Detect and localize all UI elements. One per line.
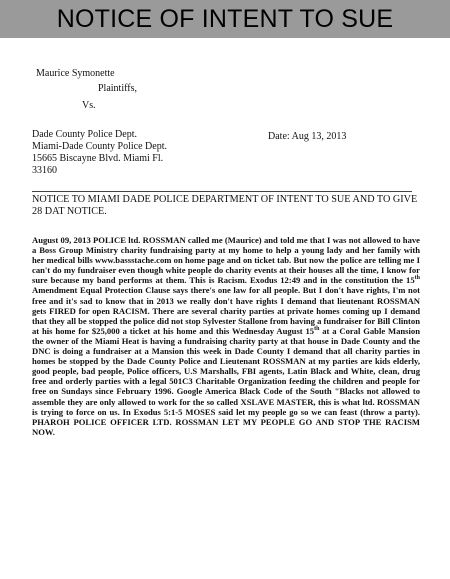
- body-text-part-1: August 09, 2013 POLICE ltd. ROSSMAN called me (Maurice) and told me that I was not allowed to have a Boss Group Ministry charity fundraising party at my home to help a young lady and her family with her medical bills www.bassstache.com on home page and on ticket tab. But now the police are telling me I can't do my fundraiser even though white people do charity events at their houses all the time, I know for sure because my band performs at them. This is Racism. Exodus 12:49 and in the constitution the 15: [32, 235, 420, 286]
- body-text-part-3: at a Coral Gable Mansion the owner of the Miami Heat is having a fundraising charity party at that house in Dade County and the DNC is doing a fundraiser at a Mansion this week in Dade County I demand that all charity parties in homes be stopped by the Dade County Police and Lieutenant ROSSMAN at my parties are kids elderly, good people, bad people, Police officers, U.S Marshalls, FBI agents, Latin Black and White, clean, drug free and orderly parties with a legal 501C3 Charitable Organization feeding the children and people for free on Sundays since February 1996. Google America Black Code of the South "Blacks not allowed to assemble they are only allowed to work for the so called XSLAVE MASTER, this is what ltd. ROSSMAN is trying to force on us. In Exodus 5:1-5 MOSES said let my people go so we can feast (throw a party). PHAROH POLICE OFFICER LTD. ROSSMAN LET MY PEOPLE GO AND STOP THE RACISM NOW.: [32, 325, 420, 437]
- divider: [32, 191, 412, 192]
- ordinal-suffix-2: th: [314, 325, 320, 332]
- notice-heading: NOTICE TO MIAMI DADE POLICE DEPARTMENT OF INTENT TO SUE AND TO GIVE 28 DAT NOTICE.: [32, 194, 418, 218]
- defendant-line-2: Miami-Dade County Police Dept.: [32, 141, 167, 152]
- body-text-part-2: Amendment Equal Protection Clause says there's one law for all people. But I don't have rights, I'm not free and it's sad to know that in 2013 we really don't have rights I demand that lieutenant ROSSMAN gets FIRED for open RACISM. There are several charity parties at private homes coming up I demand that they all be stopped the police did not stop Sylvester Stallone from having a fundraiser for Bill Clinton at his home for $25,000 a ticket at his home and this Wednesday August 15: [32, 285, 420, 336]
- notice-date: Date: Aug 13, 2013: [268, 131, 347, 142]
- plaintiff-name: Maurice Symonette: [36, 68, 115, 79]
- defendant-address: 15665 Biscayne Blvd. Miami Fl.: [32, 153, 164, 164]
- versus-label: Vs.: [82, 100, 96, 111]
- body-text: [32, 235, 420, 437]
- defendant-zip: 33160: [32, 165, 57, 176]
- plaintiffs-label: Plaintiffs,: [98, 83, 137, 94]
- defendant-line-1: Dade County Police Dept.: [32, 129, 137, 140]
- title-banner: [0, 0, 450, 38]
- ordinal-suffix-1: th: [414, 275, 420, 282]
- page-title: NOTICE OF INTENT TO SUE: [56, 4, 394, 33]
